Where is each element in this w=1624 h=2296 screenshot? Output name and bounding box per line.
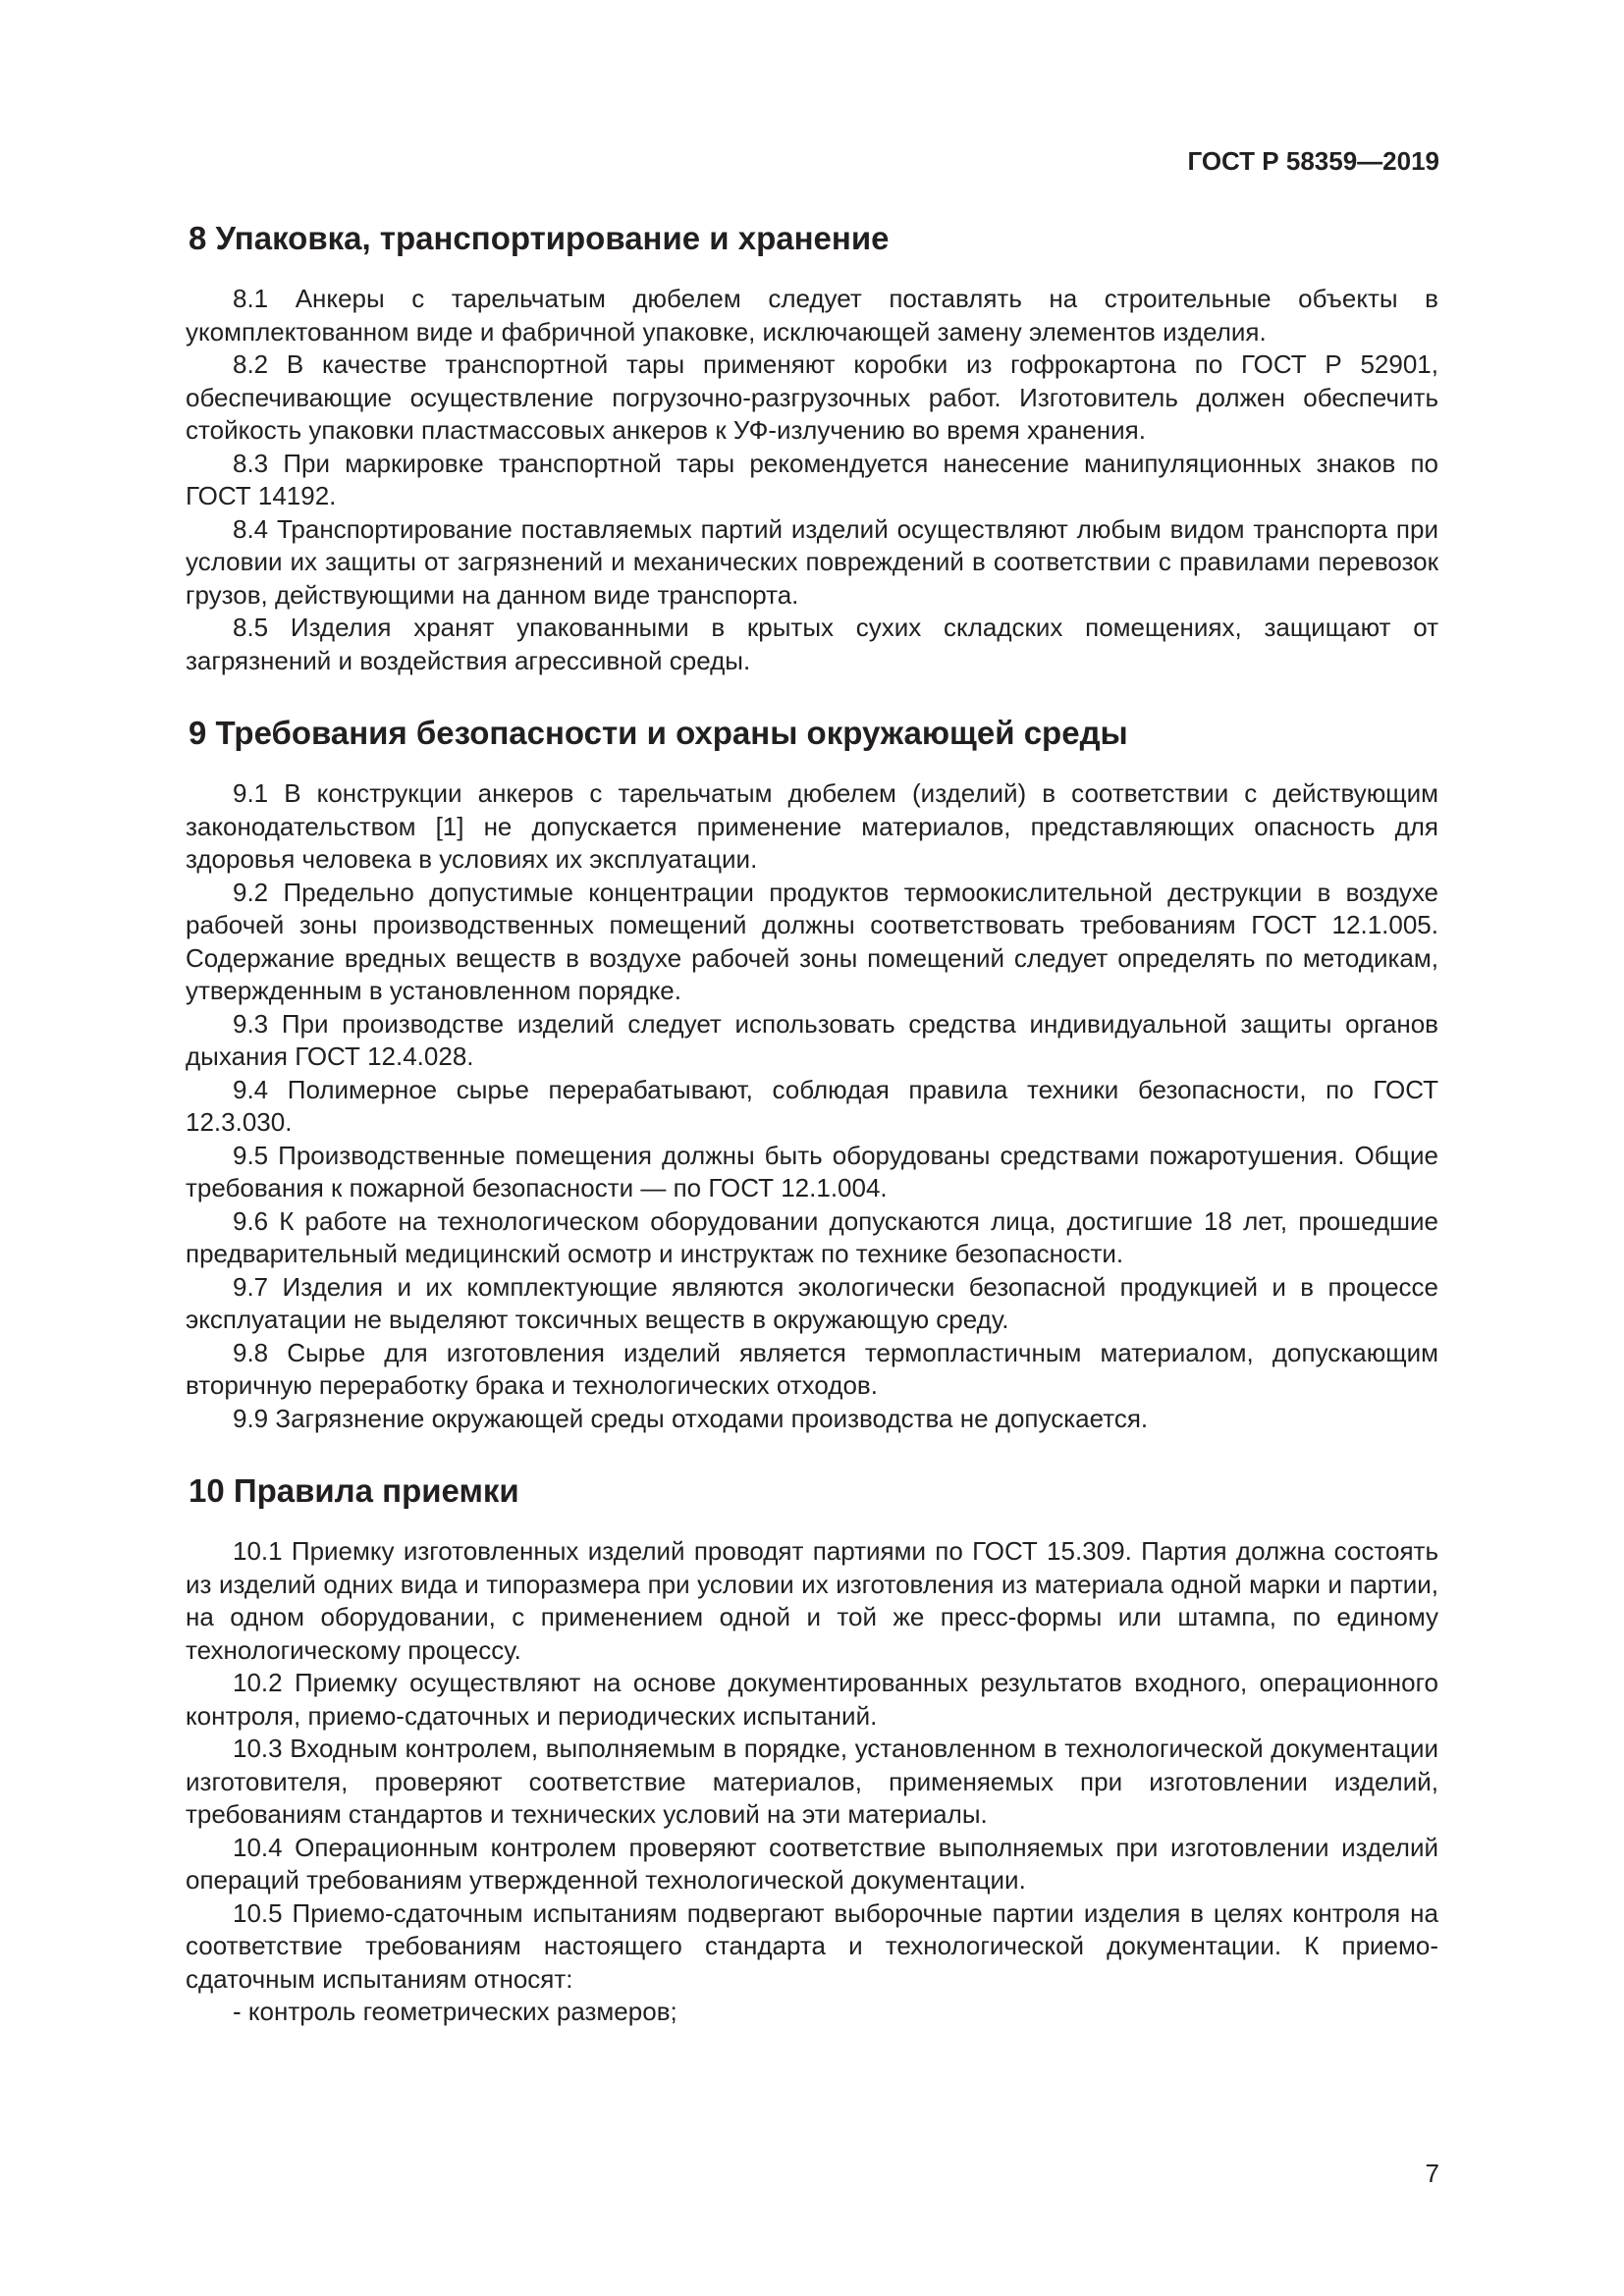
page-number: 7 bbox=[1425, 2159, 1439, 2188]
document-code: ГОСТ Р 58359—2019 bbox=[1187, 146, 1439, 176]
section-title: 8 Упаковка, транспортирование и хранение bbox=[189, 220, 890, 256]
paragraph: 9.2 Предельно допустимые концентрации продуктов термоокислительной деструкции в воздухе рабочей зоны производственных помещений должны соответствовать требованиям ГОСТ 12.1.005. Содержание вредных веществ в воздухе рабочей зоны помещений следует определять по методикам, утвержденным в установленном порядке. bbox=[186, 877, 1438, 1005]
paragraph: 8.4 Транспортирование поставляемых партий изделий осуществляют любым видом транспорта при условии их защиты от загрязнений и механических повреждений в соответствии с правилами перевозок грузов, действующими на данном виде транспорта. bbox=[186, 513, 1438, 610]
section-9 bbox=[186, 713, 1438, 1435]
paragraph: 8.1 Анкеры с тарельчатым дюбелем следует поставлять на строительные объекты в укомплектованном виде и фабричной упаковке, исключающей замену элементов изделия. bbox=[186, 284, 1438, 347]
paragraph: 10.1 Приемку изготовленных изделий проводят партиями по ГОСТ 15.309. Партия должна состоять из изделий одних вида и типоразмера при условии их изготовления из материала одной марки и партии, на одном оборудовании, с применением одной и той же пресс-формы или штампа, по единому технологическому процессу. bbox=[186, 1536, 1438, 1665]
paragraph: 9.4 Полимерное сырье перерабатывают, соблюдая правила техники безопасности, по ГОСТ 12.3.030. bbox=[186, 1074, 1438, 1137]
paragraph: 9.8 Сырье для изготовления изделий является термопластичным материалом, допускающим вторичную переработку брака и технологических отходов. bbox=[186, 1337, 1438, 1400]
list-item: - контроль геометрических размеров; bbox=[233, 1997, 677, 2026]
section-paragraphs bbox=[186, 1535, 1438, 2029]
section-paragraphs bbox=[186, 283, 1438, 677]
section-10 bbox=[186, 1470, 1438, 2029]
paragraph: 9.3 При производстве изделий следует использовать средства индивидуальной защиты органов дыхания ГОСТ 12.4.028. bbox=[186, 1008, 1438, 1071]
section-8 bbox=[186, 218, 1438, 677]
section-paragraphs bbox=[186, 777, 1438, 1435]
paragraph: 10.2 Приемку осуществляют на основе документированных результатов входного, операционного контроля, приемо-сдаточных и периодических испытаний. bbox=[186, 1668, 1438, 1731]
section-title: 10 Правила приемки bbox=[189, 1472, 519, 1509]
paragraph: 8.3 При маркировке транспортной тары рекомендуется нанесение манипуляционных знаков по ГОСТ 14192. bbox=[186, 448, 1438, 510]
paragraph: 9.7 Изделия и их комплектующие являются экологически безопасной продукцией и в процессе эксплуатации не выделяют токсичных веществ в окружающую среду. bbox=[186, 1271, 1438, 1334]
paragraph: 10.4 Операционным контролем проверяют соответствие выполняемых при изготовлении изделий операций требованиям утвержденной технологической документации. bbox=[186, 1832, 1438, 1895]
paragraph: 8.2 В качестве транспортной тары применяют коробки из гофрокартона по ГОСТ Р 52901, обеспечивающие осуществление погрузочно-разгрузочных работ. Изготовитель должен обеспечить стойкость упаковки пластмассовых анкеров к УФ-излучению во время хранения. bbox=[186, 349, 1438, 445]
paragraph: 8.5 Изделия хранят упакованными в крытых сухих складских помещениях, защищают от загрязнений и воздействия агрессивной среды. bbox=[186, 613, 1438, 675]
paragraph: 9.6 К работе на технологическом оборудовании допускаются лица, достигшие 18 лет, прошедшие предварительный медицинский осмотр и инструктаж по технике безопасности. bbox=[186, 1205, 1438, 1268]
paragraph: 9.9 Загрязнение окружающей среды отходами производства не допускается. bbox=[233, 1403, 1149, 1433]
paragraph: 10.3 Входным контролем, выполняемым в порядке, установленном в технологической документации изготовителя, проверяют соответствие материалов, применяемых при изготовлении изделий, требованиям стандартов и технических условий на эти материалы. bbox=[186, 1734, 1438, 1829]
paragraph: 9.5 Производственные помещения должны быть оборудованы средствами пожаротушения. Общие требования к пожарной безопасности — по ГОСТ 12.1.004. bbox=[186, 1140, 1438, 1202]
document-body bbox=[186, 218, 1438, 2029]
paragraph: 9.1 В конструкции анкеров с тарельчатым дюбелем (изделий) в соответствии с действующим законодательством [1] не допускается применение материалов, представляющих опасность для здоровья человека в условиях их эксплуатации. bbox=[186, 778, 1438, 874]
section-title: 9 Требования безопасности и охраны окружающей среды bbox=[189, 715, 1128, 751]
paragraph: 10.5 Приемо-сдаточным испытаниям подвергают выборочные партии изделия в целях контроля на соответствие требованиям настоящего стандарта и технологической документации. К приемо-сдаточным испытаниям относят: bbox=[186, 1897, 1438, 1994]
